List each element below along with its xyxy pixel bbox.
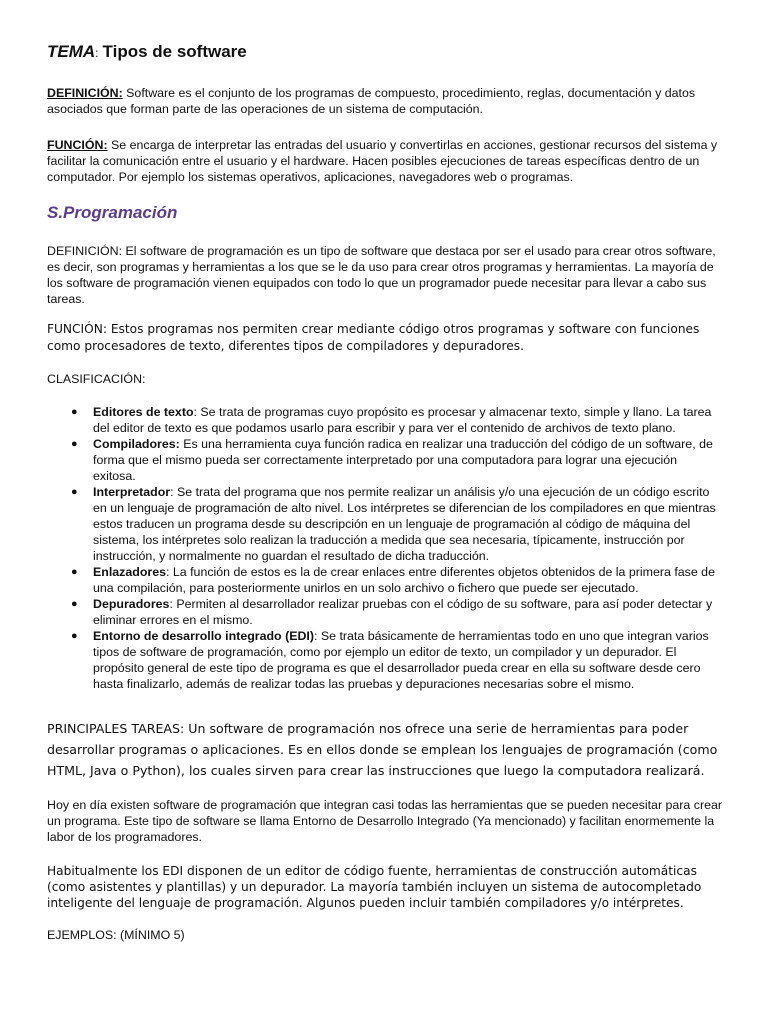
section-heading: S.Programación	[47, 203, 178, 222]
function-text: Se encarga de interpretar las entradas del usuario y convertirlas en acciones, gestionar recursos del sistema y facilitar la comunicación entre el usuario y el hardware. Hacen posibles ejecuciones de tareas específicas dentro de un computador. Por ejemplo los sistemas operativos, aplicaciones, navegadores web o programas.	[47, 138, 718, 184]
list-item-text: : Se trata básicamente de herramientas todo en uno que integran varios tipos de software de programación, como por ejemplo un editor de texto, un compilador y un depurador. El propósito general de este tipo de programa es que el desarrollador pueda crear en ella su software desde cero hasta finalizarlo, además de realizar todas las pruebas y depuraciones necesarias sobre el mismo.	[93, 629, 709, 691]
bullet-icon: ●	[71, 406, 78, 418]
list-item-text: : Se trata de programas cuyo propósito es procesar y almacenar texto, simple y llano. La tarea del editor de texto es que podamos usarlo para escribir y para ver el contenido de archivos de texto plano.	[93, 405, 712, 435]
bullet-icon: ●	[71, 438, 78, 450]
list-item-term: Interpretador	[93, 485, 171, 499]
section-function: FUNCIÓN: Estos programas nos permiten crear mediante código otros programas y software con funciones como procesadores de texto, diferentes tipos de compiladores y depuradores.	[47, 322, 700, 353]
list-item	[47, 484, 723, 564]
title-text: Tipos de software	[102, 42, 247, 61]
list-item	[47, 628, 723, 692]
list-item-text: Es una herramienta cuya función radica en realizar una traducción del código de un software, de forma que el mismo pueda ser correctamente interpretado por una computadora para lograr una ejecución exitosa.	[93, 437, 713, 483]
list-item-text: : La función de estos es la de crear enlaces entre diferentes objetos obtenidos de la primera fase de una compilación, para posteriormente unirlos en un solo archivo o fichero que puede ser ejecutado.	[93, 565, 715, 595]
edi-paragraph: Habitualmente los EDI disponen de un editor de código fuente, herramientas de construcción automáticas (como asistentes y plantillas) y un depurador. La mayoría también incluyen un sistema de autocompletado inteligente del lenguaje de programación. Algunos pueden incluir también compiladores y/o intérpretes.	[47, 864, 702, 910]
bullet-icon: ●	[71, 566, 78, 578]
list-item-term: Depuradores	[93, 597, 170, 611]
list-item-term: Entorno de desarrollo integrado (EDI)	[93, 629, 314, 643]
function-label: FUNCIÓN:	[47, 138, 108, 152]
function-paragraph	[47, 137, 723, 185]
examples-label: EJEMPLOS: (MÍNIMO 5)	[47, 928, 185, 942]
bullet-icon: ●	[71, 630, 78, 642]
main-tasks-paragraph: PRINCIPALES TAREAS: Un software de programación nos ofrece una serie de herramientas para poder desarrollar programas o aplicaciones. Es en ellos donde se emplean los lenguajes de programación (como HTML, Java o Python), los cuales sirven para crear las instrucciones que luego la computadora realizará.	[47, 721, 718, 778]
section-definition: DEFINICIÓN: El software de programación es un tipo de software que destaca por ser el usado para crear otros software, es decir, son programas y herramientas a los que se le da uso para crear otros programas y herramientas. La mayoría de los software de programación vienen equipados con todo lo que un programador puede necesitar para llevar a cabo sus tareas.	[47, 244, 716, 306]
classification-label: CLASIFICACIÓN:	[47, 372, 146, 386]
list-item-term: Editores de texto	[93, 405, 194, 419]
today-paragraph: Hoy en día existen software de programación que integran casi todas las herramientas que se pueden necesitar para crear un programa. Este tipo de software se llama Entorno de Desarrollo Integrado (Ya mencionado) y facilitan enormemente la labor de los programadores.	[47, 798, 722, 844]
definition-label: DEFINICIÓN:	[47, 86, 123, 100]
document-page	[47, 40, 723, 943]
definition-paragraph	[47, 85, 723, 117]
title-tema: TEMA	[47, 42, 96, 61]
list-item	[47, 436, 723, 484]
list-item	[47, 596, 723, 628]
list-item-term: Compiladores:	[93, 437, 180, 451]
bullet-icon: ●	[71, 486, 78, 498]
list-item-term: Enlazadores	[93, 565, 166, 579]
bullet-icon: ●	[71, 598, 78, 610]
document-title	[47, 40, 723, 65]
list-item-text: : Se trata del programa que nos permite realizar un análisis y/o una ejecución de un código escrito en un lenguaje de programación de alto nivel. Los intérpretes se diferencian de los compiladores en que mientras estos traducen un programa desde su descripción en un lenguaje de programación al código de máquina del sistema, los intérpretes solo realizan la traducción a medida que sea necesaria, típicamente, instrucción por instrucción, y normalmente no guardan el resultado de dicha traducción.	[93, 485, 716, 563]
definition-text: Software es el conjunto de los programas de compuesto, procedimiento, reglas, documentación y datos asociados que forman parte de las operaciones de un sistema de computación.	[47, 86, 696, 116]
list-item	[47, 404, 723, 436]
title-colon: :	[95, 46, 99, 60]
classification-list	[47, 404, 723, 692]
list-item-text: : Permiten al desarrollador realizar pruebas con el código de su software, para así poder detectar y eliminar errores en el mismo.	[93, 597, 713, 627]
list-item	[47, 564, 723, 596]
